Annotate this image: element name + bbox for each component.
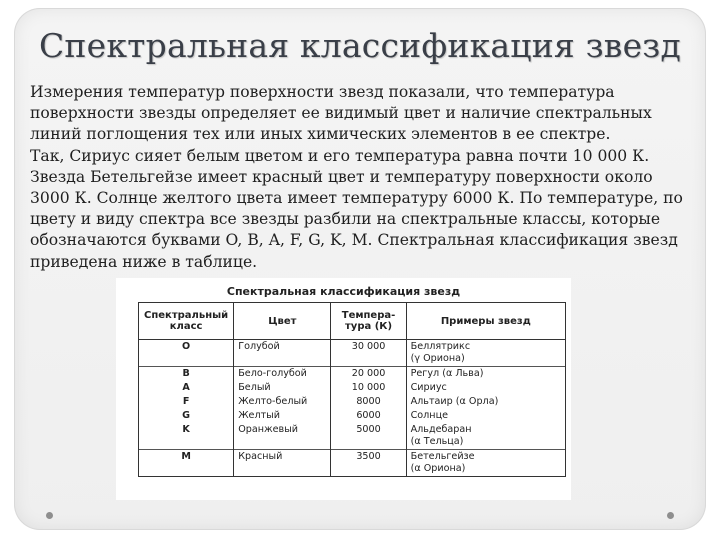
slide-body [30, 82, 694, 273]
table-row [139, 367, 566, 382]
classification-table-image [116, 278, 571, 500]
cell-class: O [139, 340, 234, 367]
cell-class: G [139, 409, 234, 423]
cell-examples: Сириус [406, 381, 565, 395]
table-title: Спектральная классификация звезд [226, 285, 461, 298]
slide-title: Спектральная классификация звезд [38, 26, 682, 65]
header-class: Спектральный класс [139, 303, 234, 340]
header-color: Цвет [234, 303, 331, 340]
table-row [139, 423, 566, 450]
body-paragraph-2: Так, Сириус сияет белым цветом и его температура равна почти 10 000 К. Звезда Бетельгейзе имеет красный цвет и температуру поверхности около 3000 К. Солнце желтого цвета имеет температуру 6000 К. По температуре, по цвету и виду спектра все звезды разбили на спектральные классы, которые обозначаются буквами O, B, A, F, G, K, M. Спектральная классификация звезд приведена ниже в таблице. [30, 146, 683, 271]
classification-table [138, 302, 566, 477]
corner-dot-right [667, 512, 674, 519]
cell-examples: Альтаир (α Орла) [406, 395, 565, 409]
table-row [139, 409, 566, 423]
table-row [139, 340, 566, 367]
cell-class: F [139, 395, 234, 409]
cell-examples: Регул (α Льва) [406, 367, 565, 382]
cell-temp: 20 000 [331, 367, 406, 382]
cell-color: Желто-белый [234, 395, 331, 409]
cell-class: B [139, 367, 234, 382]
cell-examples [406, 340, 565, 367]
table-row [139, 381, 566, 395]
cell-color: Оранжевый [234, 423, 331, 450]
cell-temp: 6000 [331, 409, 406, 423]
cell-color: Голубой [234, 340, 331, 367]
corner-dot-left [46, 512, 53, 519]
example-line: (α Ориона) [410, 463, 466, 474]
header-temp: Темпера-тура (К) [331, 303, 406, 340]
example-line: Альдебаран [410, 424, 472, 435]
cell-color: Желтый [234, 409, 331, 423]
table-row [139, 395, 566, 409]
cell-color: Белый [234, 381, 331, 395]
example-line: Беллятрикс [410, 341, 471, 352]
cell-examples [406, 450, 565, 477]
cell-temp: 8000 [331, 395, 406, 409]
body-paragraph-1: Измерения температур поверхности звезд показали, что температура поверхности звезды определяет ее видимый цвет и наличие спектральных линий поглощения тех или иных химических элементов в ее спектре. [30, 83, 652, 144]
cell-temp: 3500 [331, 450, 406, 477]
table-header-row [139, 303, 566, 340]
example-line: (α Тельца) [410, 436, 464, 447]
cell-examples [406, 423, 565, 450]
cell-examples: Солнце [406, 409, 565, 423]
cell-class: A [139, 381, 234, 395]
table-row [139, 450, 566, 477]
example-line: Бетельгейзе [410, 451, 475, 462]
cell-temp: 5000 [331, 423, 406, 450]
cell-class: K [139, 423, 234, 450]
cell-color: Бело-голубой [234, 367, 331, 382]
header-examples: Примеры звезд [406, 303, 565, 340]
cell-color: Красный [234, 450, 331, 477]
cell-temp: 30 000 [331, 340, 406, 367]
cell-class: M [139, 450, 234, 477]
example-line: (γ Ориона) [410, 353, 465, 364]
cell-temp: 10 000 [331, 381, 406, 395]
